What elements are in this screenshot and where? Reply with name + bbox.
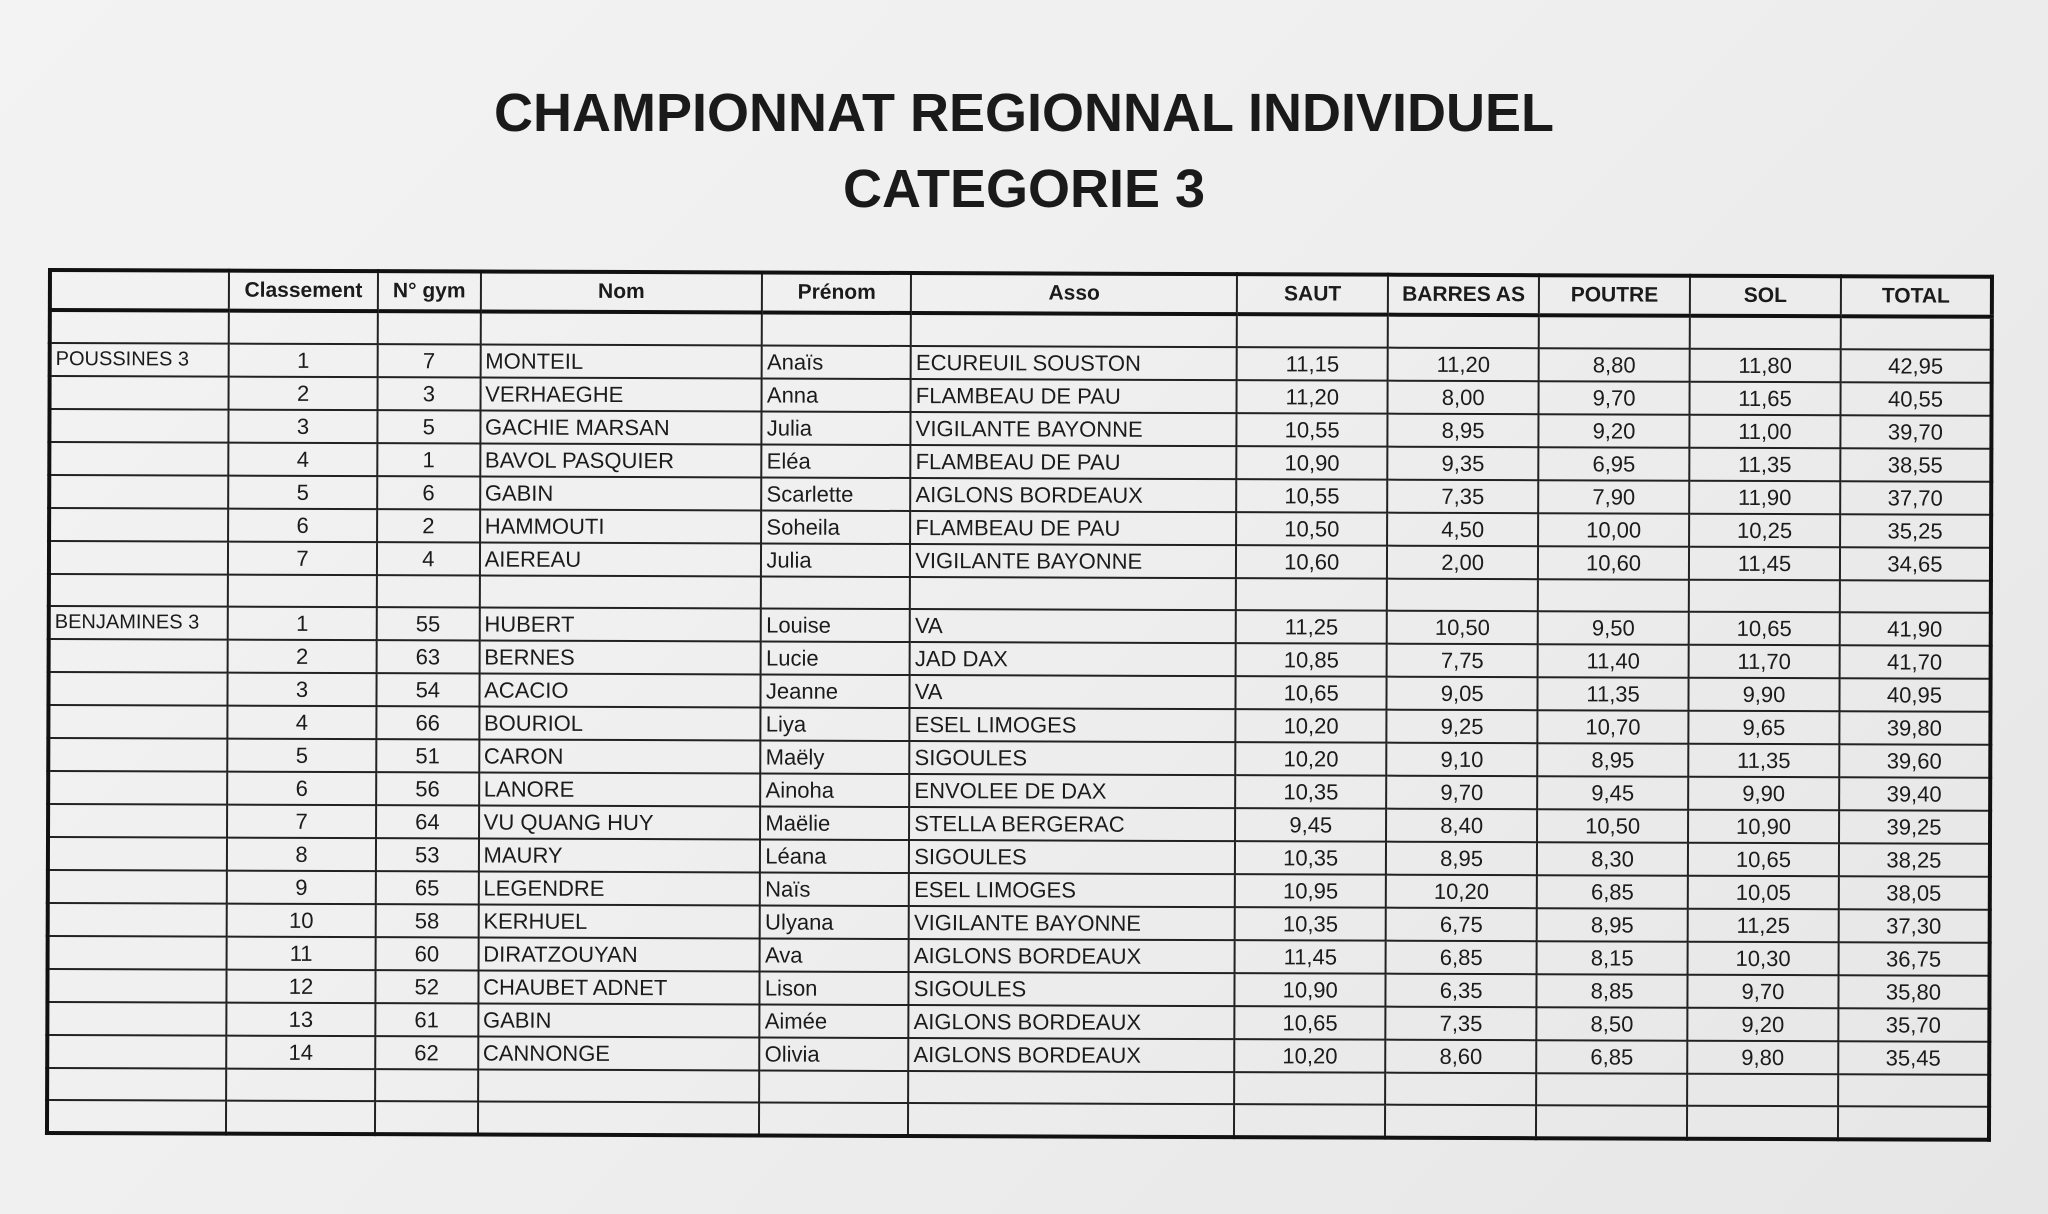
prenom-cell: Maëly xyxy=(761,740,910,774)
barres-cell: 10,20 xyxy=(1386,875,1537,909)
sol-cell: 10,90 xyxy=(1688,810,1839,844)
gym-number-cell: 63 xyxy=(377,640,480,673)
nom-cell: BOURIOL xyxy=(479,707,761,741)
nom-cell: CHAUBET ADNET xyxy=(478,971,760,1005)
gym-number-cell: 51 xyxy=(376,739,479,772)
prenom-cell: Anaïs xyxy=(762,345,911,379)
blank-cell xyxy=(47,1068,226,1101)
header-gym-number: N° gym xyxy=(378,271,481,311)
saut-cell: 10,65 xyxy=(1236,676,1387,710)
total-cell: 40,95 xyxy=(1839,678,1990,712)
nom-cell: MAURY xyxy=(479,839,761,873)
barres-cell: 8,95 xyxy=(1388,414,1539,448)
saut-cell: 10,90 xyxy=(1237,446,1388,480)
blank-cell xyxy=(1236,578,1387,611)
blank-cell xyxy=(229,311,378,345)
nom-cell: LEGENDRE xyxy=(478,872,760,906)
prenom-cell: Lucie xyxy=(761,641,910,675)
prenom-cell: Ulyana xyxy=(760,905,909,939)
total-cell: 37,70 xyxy=(1840,481,1991,515)
asso-cell: VA xyxy=(910,675,1236,709)
sol-cell: 11,35 xyxy=(1689,448,1840,482)
saut-cell: 10,95 xyxy=(1235,874,1386,908)
poutre-cell: 6,85 xyxy=(1536,1040,1687,1074)
asso-cell: ENVOLEE DE DAX xyxy=(909,774,1235,808)
barres-cell: 6,85 xyxy=(1386,941,1537,975)
gym-number-cell: 7 xyxy=(378,344,481,377)
sol-cell: 10,05 xyxy=(1688,876,1839,910)
header-barres: BARRES AS xyxy=(1388,275,1539,316)
total-cell: 38,05 xyxy=(1839,876,1990,910)
barres-cell: 7,75 xyxy=(1387,644,1538,678)
asso-cell: FLAMBEAU DE PAU xyxy=(910,511,1236,545)
classement-cell: 6 xyxy=(228,509,377,543)
barres-cell: 2,00 xyxy=(1387,546,1538,580)
sol-cell: 9,70 xyxy=(1687,975,1838,1009)
blank-cell xyxy=(908,1103,1234,1137)
saut-cell: 10,35 xyxy=(1235,841,1386,875)
gym-number-cell: 64 xyxy=(376,805,479,838)
header-saut: SAUT xyxy=(1237,274,1388,315)
classement-cell: 1 xyxy=(229,344,378,378)
header-classement: Classement xyxy=(229,271,378,312)
gym-number-cell: 1 xyxy=(377,443,480,476)
category-cell xyxy=(49,475,228,509)
gym-number-cell: 65 xyxy=(376,871,479,904)
poutre-cell: 8,15 xyxy=(1537,941,1688,975)
blank-cell xyxy=(1237,314,1388,348)
category-cell xyxy=(47,1035,226,1069)
classement-cell: 2 xyxy=(228,640,377,674)
classement-cell: 13 xyxy=(226,1003,375,1037)
poutre-cell: 9,50 xyxy=(1538,611,1689,645)
category-cell xyxy=(49,442,228,476)
saut-cell: 10,20 xyxy=(1234,1039,1385,1073)
header-row xyxy=(50,270,1992,317)
classement-cell: 12 xyxy=(227,970,376,1004)
nom-cell: BERNES xyxy=(479,641,761,675)
poutre-cell: 6,85 xyxy=(1537,875,1688,909)
gym-number-cell: 52 xyxy=(375,970,478,1003)
gym-number-cell: 66 xyxy=(376,706,479,739)
saut-cell: 11,20 xyxy=(1237,380,1388,414)
prenom-cell: Maëlie xyxy=(760,806,909,840)
nom-cell: VU QUANG HUY xyxy=(479,806,761,840)
asso-cell: JAD DAX xyxy=(910,642,1236,676)
category-cell xyxy=(49,541,228,575)
prenom-cell: Eléa xyxy=(762,444,911,478)
total-cell: 38,25 xyxy=(1839,843,1990,877)
gym-number-cell: 56 xyxy=(376,772,479,805)
gym-number-cell: 2 xyxy=(377,509,480,542)
prenom-cell: Liya xyxy=(761,707,910,741)
blank-cell xyxy=(1838,1106,1989,1140)
classement-cell: 9 xyxy=(227,871,376,905)
prenom-cell: Ainoha xyxy=(760,773,909,807)
blank-cell xyxy=(759,1102,908,1136)
blank-cell xyxy=(49,574,228,607)
barres-cell: 6,35 xyxy=(1386,974,1537,1008)
blank-cell xyxy=(375,1101,478,1134)
asso-cell: ESEL LIMOGES xyxy=(909,873,1235,907)
gym-number-cell: 60 xyxy=(376,937,479,970)
blank-cell xyxy=(1536,1073,1687,1106)
blank-cell xyxy=(762,312,911,346)
total-cell: 41,70 xyxy=(1840,645,1991,679)
header-prenom: Prénom xyxy=(762,272,911,313)
saut-cell: 10,20 xyxy=(1236,742,1387,776)
blank-cell xyxy=(479,576,761,609)
nom-cell: ACACIO xyxy=(479,674,761,708)
prenom-cell: Louise xyxy=(761,608,910,642)
header-sol: SOL xyxy=(1690,276,1841,317)
nom-cell: LANORE xyxy=(479,773,761,807)
blank-cell xyxy=(1234,1104,1385,1138)
nom-cell: AIEREAU xyxy=(480,543,762,577)
total-cell: 36,75 xyxy=(1838,942,1989,976)
barres-cell: 8,60 xyxy=(1385,1040,1536,1074)
blank-cell xyxy=(1838,1074,1989,1107)
category-cell xyxy=(48,870,227,904)
blank-cell xyxy=(908,1071,1234,1104)
gym-number-cell: 62 xyxy=(375,1036,478,1069)
prenom-cell: Julia xyxy=(762,411,911,445)
category-cell xyxy=(48,705,227,739)
saut-cell: 11,25 xyxy=(1236,610,1387,644)
blank-cell xyxy=(226,1101,375,1135)
asso-cell: SIGOULES xyxy=(909,840,1235,874)
category-cell xyxy=(50,376,229,410)
category-cell xyxy=(48,936,227,970)
prenom-cell: Naïs xyxy=(760,872,909,906)
asso-cell: AIGLONS BORDEAUX xyxy=(910,478,1236,512)
sol-cell: 11,70 xyxy=(1689,645,1840,679)
classement-cell: 11 xyxy=(227,937,376,971)
classement-cell: 5 xyxy=(227,739,376,773)
total-cell: 42,95 xyxy=(1841,349,1992,383)
total-cell: 35,70 xyxy=(1838,1008,1989,1042)
barres-cell: 8,40 xyxy=(1386,809,1537,843)
category-cell xyxy=(47,1002,226,1036)
category-cell xyxy=(47,969,226,1003)
gym-number-cell: 53 xyxy=(376,838,479,871)
classement-cell: 10 xyxy=(227,904,376,938)
saut-cell: 10,55 xyxy=(1236,479,1387,513)
asso-cell: VA xyxy=(910,609,1236,643)
results-table xyxy=(45,268,1994,1142)
classement-cell: 2 xyxy=(229,377,378,411)
classement-cell: 6 xyxy=(227,772,376,806)
prenom-cell: Soheila xyxy=(761,510,910,544)
total-cell: 40,55 xyxy=(1840,382,1991,416)
prenom-cell: Anna xyxy=(762,378,911,412)
barres-cell: 8,95 xyxy=(1386,842,1537,876)
gym-number-cell: 55 xyxy=(377,607,480,640)
poutre-cell: 10,50 xyxy=(1537,809,1688,843)
blank-cell xyxy=(228,575,377,608)
sol-cell: 11,45 xyxy=(1689,547,1840,581)
asso-cell: VIGILANTE BAYONNE xyxy=(910,544,1236,578)
sol-cell: 10,65 xyxy=(1689,612,1840,646)
poutre-cell: 8,50 xyxy=(1536,1007,1687,1041)
nom-cell: HUBERT xyxy=(479,608,761,642)
blank-cell xyxy=(759,1070,908,1103)
sol-cell: 9,90 xyxy=(1688,678,1839,712)
blank-cell xyxy=(50,310,229,344)
nom-cell: KERHUEL xyxy=(478,905,760,939)
category-cell xyxy=(49,508,228,542)
barres-cell: 11,20 xyxy=(1388,348,1539,382)
prenom-cell: Julia xyxy=(761,543,910,577)
classement-cell: 1 xyxy=(228,607,377,641)
nom-cell: GABIN xyxy=(478,1004,760,1038)
total-cell: 35,25 xyxy=(1840,514,1991,548)
total-cell: 35,80 xyxy=(1838,975,1989,1009)
blank-cell xyxy=(761,576,910,609)
asso-cell: FLAMBEAU DE PAU xyxy=(911,445,1237,479)
blank-cell xyxy=(1840,580,1991,613)
asso-cell: STELLA BERGERAC xyxy=(909,807,1235,841)
total-cell: 35,45 xyxy=(1838,1041,1989,1075)
sol-cell: 10,25 xyxy=(1689,514,1840,548)
category-cell xyxy=(48,738,227,772)
asso-cell: AIGLONS BORDEAUX xyxy=(908,1038,1234,1072)
saut-cell: 10,55 xyxy=(1237,413,1388,447)
poutre-cell: 10,70 xyxy=(1537,710,1688,744)
blank-cell xyxy=(1385,1073,1536,1106)
gym-number-cell: 54 xyxy=(376,673,479,706)
blank-cell xyxy=(1387,579,1538,612)
total-cell: 34,65 xyxy=(1840,547,1991,581)
poutre-cell: 10,60 xyxy=(1538,546,1689,580)
sol-cell: 11,35 xyxy=(1688,744,1839,778)
classement-cell: 5 xyxy=(228,476,377,510)
poutre-cell: 11,35 xyxy=(1538,677,1689,711)
classement-cell: 3 xyxy=(228,673,377,707)
asso-cell: ESEL LIMOGES xyxy=(910,708,1236,742)
asso-cell: AIGLONS BORDEAUX xyxy=(909,939,1235,973)
nom-cell: GACHIE MARSAN xyxy=(480,411,762,445)
sol-cell: 9,90 xyxy=(1688,777,1839,811)
nom-cell: VERHAEGHE xyxy=(480,378,762,412)
blank-cell xyxy=(378,311,481,344)
nom-cell: MONTEIL xyxy=(480,345,762,379)
gym-number-cell: 6 xyxy=(377,476,480,509)
category-cell xyxy=(49,409,228,443)
asso-cell: VIGILANTE BAYONNE xyxy=(909,906,1235,940)
nom-cell: GABIN xyxy=(480,477,762,511)
gym-number-cell: 3 xyxy=(378,377,481,410)
blank-cell xyxy=(1841,316,1992,350)
poutre-cell: 11,40 xyxy=(1538,644,1689,678)
poutre-cell: 10,00 xyxy=(1538,513,1689,547)
poutre-cell: 6,95 xyxy=(1538,447,1689,481)
sol-cell: 9,80 xyxy=(1687,1041,1838,1075)
blank-cell xyxy=(1539,315,1690,349)
classement-cell: 8 xyxy=(227,838,376,872)
asso-cell: ECUREUIL SOUSTON xyxy=(911,346,1237,380)
prenom-cell: Ava xyxy=(760,938,909,972)
blank-cell xyxy=(1388,315,1539,349)
header-nom: Nom xyxy=(480,272,762,313)
blank-cell xyxy=(1690,316,1841,350)
total-cell: 37,30 xyxy=(1839,909,1990,943)
classement-cell: 4 xyxy=(228,443,377,477)
sol-cell: 11,00 xyxy=(1689,415,1840,449)
barres-cell: 9,70 xyxy=(1386,776,1537,810)
poutre-cell: 8,30 xyxy=(1537,842,1688,876)
category-cell xyxy=(48,771,227,805)
poutre-cell: 9,70 xyxy=(1539,381,1690,415)
blank-row xyxy=(47,1100,1989,1140)
classement-cell: 7 xyxy=(228,542,377,576)
sol-cell: 11,65 xyxy=(1690,382,1841,416)
blank-cell xyxy=(1385,1105,1536,1139)
asso-cell: SIGOULES xyxy=(909,972,1235,1006)
category-cell xyxy=(48,903,227,937)
total-cell: 39,25 xyxy=(1839,810,1990,844)
prenom-cell: Léana xyxy=(760,839,909,873)
prenom-cell: Scarlette xyxy=(762,477,911,511)
barres-cell: 9,05 xyxy=(1387,677,1538,711)
saut-cell: 10,35 xyxy=(1235,907,1386,941)
category-label: BENJAMINES 3 xyxy=(49,606,228,640)
prenom-cell: Jeanne xyxy=(761,674,910,708)
sol-cell: 11,90 xyxy=(1689,481,1840,515)
saut-cell: 10,90 xyxy=(1235,973,1386,1007)
saut-cell: 9,45 xyxy=(1235,808,1386,842)
gym-number-cell: 5 xyxy=(377,410,480,443)
blank-cell xyxy=(911,313,1237,347)
barres-cell: 9,35 xyxy=(1387,447,1538,481)
barres-cell: 4,50 xyxy=(1387,513,1538,547)
blank-cell xyxy=(1687,1074,1838,1107)
poutre-cell: 9,45 xyxy=(1537,776,1688,810)
blank-cell xyxy=(480,312,762,346)
poutre-cell: 9,20 xyxy=(1538,414,1689,448)
category-label: POUSSINES 3 xyxy=(50,343,229,377)
barres-cell: 7,35 xyxy=(1387,480,1538,514)
sol-cell: 10,65 xyxy=(1688,843,1839,877)
poutre-cell: 8,85 xyxy=(1537,974,1688,1008)
prenom-cell: Olivia xyxy=(760,1037,909,1071)
blank-cell xyxy=(1689,580,1840,613)
blank-cell xyxy=(478,1070,760,1103)
blank-cell xyxy=(377,575,480,607)
classement-cell: 4 xyxy=(227,706,376,740)
nom-cell: DIRATZOUYAN xyxy=(478,938,760,972)
blank-cell xyxy=(47,1100,226,1134)
nom-cell: HAMMOUTI xyxy=(480,510,762,544)
poutre-cell: 7,90 xyxy=(1538,480,1689,514)
results-body xyxy=(47,310,1992,1140)
prenom-cell: Lison xyxy=(760,971,909,1005)
poutre-cell: 8,95 xyxy=(1537,743,1688,777)
header-category xyxy=(50,270,229,311)
blank-cell xyxy=(1234,1072,1385,1105)
saut-cell: 10,20 xyxy=(1236,709,1387,743)
blank-cell xyxy=(375,1069,478,1101)
saut-cell: 10,50 xyxy=(1236,512,1387,546)
asso-cell: AIGLONS BORDEAUX xyxy=(909,1005,1235,1039)
total-cell: 41,90 xyxy=(1840,612,1991,646)
saut-cell: 10,35 xyxy=(1235,775,1386,809)
poutre-cell: 8,80 xyxy=(1539,348,1690,382)
saut-cell: 10,85 xyxy=(1236,643,1387,677)
saut-cell: 10,60 xyxy=(1236,545,1387,579)
category-cell xyxy=(49,639,228,673)
category-cell xyxy=(48,672,227,706)
barres-cell: 9,25 xyxy=(1387,710,1538,744)
total-cell: 39,60 xyxy=(1839,744,1990,778)
barres-cell: 9,10 xyxy=(1386,743,1537,777)
gym-number-cell: 4 xyxy=(377,542,480,575)
sol-cell: 10,30 xyxy=(1688,942,1839,976)
prenom-cell: Aimée xyxy=(760,1004,909,1038)
asso-cell: FLAMBEAU DE PAU xyxy=(911,379,1237,413)
classement-cell: 14 xyxy=(226,1036,375,1070)
classement-cell: 7 xyxy=(227,805,376,839)
header-poutre: POUTRE xyxy=(1539,275,1690,316)
blank-cell xyxy=(1538,579,1689,612)
header-asso: Asso xyxy=(911,273,1237,314)
header-total: TOTAL xyxy=(1841,276,1992,317)
category-cell xyxy=(48,804,227,838)
asso-cell: SIGOULES xyxy=(910,741,1236,775)
barres-cell: 7,35 xyxy=(1386,1007,1537,1041)
barres-cell: 6,75 xyxy=(1386,908,1537,942)
saut-cell: 11,45 xyxy=(1235,940,1386,974)
nom-cell: CANNONGE xyxy=(478,1037,760,1071)
sol-cell: 11,25 xyxy=(1688,909,1839,943)
gym-number-cell: 61 xyxy=(375,1003,478,1036)
saut-cell: 10,65 xyxy=(1235,1006,1386,1040)
blank-cell xyxy=(910,577,1236,610)
category-cell xyxy=(48,837,227,871)
page-subtitle: CATEGORIE 3 xyxy=(842,159,1206,219)
blank-cell xyxy=(1687,1106,1838,1140)
total-cell: 39,80 xyxy=(1839,711,1990,745)
sol-cell: 9,65 xyxy=(1688,711,1839,745)
nom-cell: BAVOL PASQUIER xyxy=(480,444,762,478)
sol-cell: 11,80 xyxy=(1690,349,1841,383)
sol-cell: 9,20 xyxy=(1687,1008,1838,1042)
classement-cell: 3 xyxy=(228,410,377,444)
page-title: CHAMPIONNAT REGIONNAL INDIVIDUEL xyxy=(493,83,1554,143)
nom-cell: CARON xyxy=(479,740,761,774)
barres-cell: 10,50 xyxy=(1387,611,1538,645)
total-cell: 38,55 xyxy=(1840,448,1991,482)
total-cell: 39,40 xyxy=(1839,777,1990,811)
total-cell: 39,70 xyxy=(1840,415,1991,449)
barres-cell: 8,00 xyxy=(1388,381,1539,415)
blank-cell xyxy=(478,1102,760,1136)
poutre-cell: 8,95 xyxy=(1537,908,1688,942)
gym-number-cell: 58 xyxy=(376,904,479,937)
saut-cell: 11,15 xyxy=(1237,347,1388,381)
blank-cell xyxy=(1536,1105,1687,1139)
blank-cell xyxy=(226,1069,375,1102)
asso-cell: VIGILANTE BAYONNE xyxy=(911,412,1237,446)
